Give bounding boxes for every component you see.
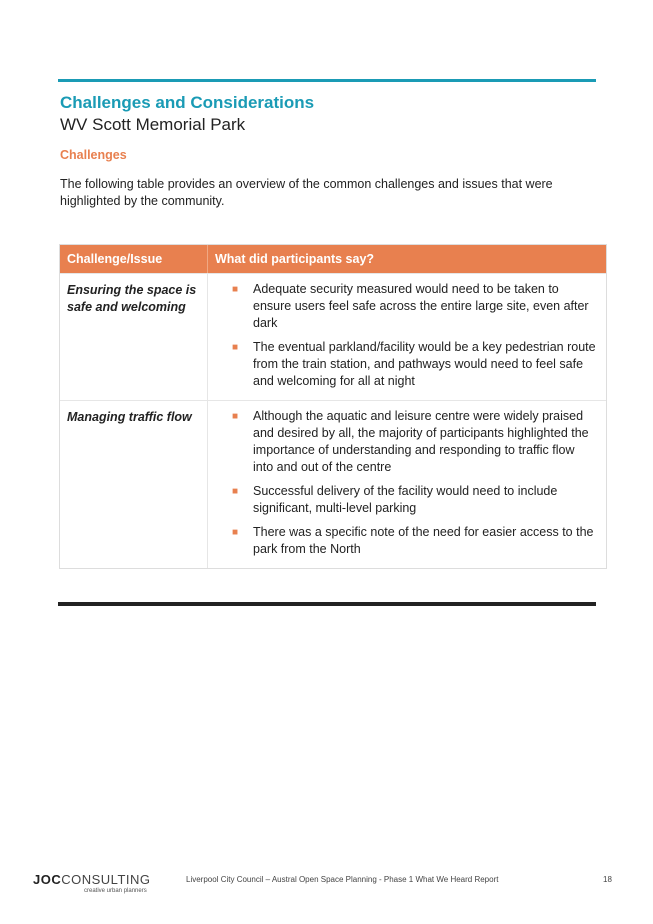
list-item: [208, 339, 598, 390]
points-cell: [208, 401, 606, 568]
issue-cell: Managing traffic flow: [60, 401, 208, 568]
page-subtitle: WV Scott Memorial Park: [60, 115, 246, 134]
bottom-divider: [58, 602, 596, 606]
list-item: [208, 281, 598, 332]
bullet-icon: ■: [232, 486, 239, 497]
points-cell: [208, 274, 606, 400]
bullet-icon: ■: [232, 527, 239, 538]
top-divider: [58, 79, 596, 82]
logo-bold: JOC: [33, 872, 62, 887]
header-challenge: Challenge/Issue: [60, 245, 208, 273]
point-text: Although the aquatic and leisure centre were widely praised and desired by all, the majority of participants highlighted the importance of understanding and responding to traffic flow into and out of the centre: [253, 409, 589, 474]
table-header: [60, 245, 606, 273]
list-item: [208, 483, 598, 517]
point-text: The eventual parkland/facility would be a key pedestrian route from the train station, and pathways would need to feel safe and welcoming for all at night: [253, 340, 596, 388]
logo-light: CONSULTING: [61, 872, 151, 887]
issue-cell: Ensuring the space is safe and welcoming: [60, 274, 208, 400]
challenges-table: [59, 244, 607, 569]
list-item: [208, 408, 598, 476]
section-heading: Challenges: [60, 148, 127, 162]
header-participants: What did participants say?: [215, 252, 375, 266]
footer-text: Liverpool City Council – Austral Open Space Planning - Phase 1 What We Heard Report: [186, 875, 499, 884]
joc-logo: [33, 872, 151, 887]
table-row: [60, 400, 606, 568]
bullet-icon: ■: [232, 284, 239, 295]
logo-tagline: creative urban planners: [84, 888, 147, 894]
bullet-icon: ■: [232, 411, 239, 422]
table-row: [60, 273, 606, 400]
bullet-icon: ■: [232, 342, 239, 353]
list-item: [208, 524, 598, 558]
page-number: 18: [603, 875, 612, 884]
point-text: There was a specific note of the need for easier access to the park from the North: [253, 525, 594, 556]
page-title: Challenges and Considerations: [60, 93, 315, 112]
point-text: Successful delivery of the facility would need to include significant, multi-level parking: [253, 484, 558, 515]
intro-paragraph: The following table provides an overview of the common challenges and issues that were highlighted by the community.: [60, 177, 553, 208]
point-text: Adequate security measured would need to be taken to ensure users feel safe across the entire large site, even after dark: [253, 282, 589, 330]
